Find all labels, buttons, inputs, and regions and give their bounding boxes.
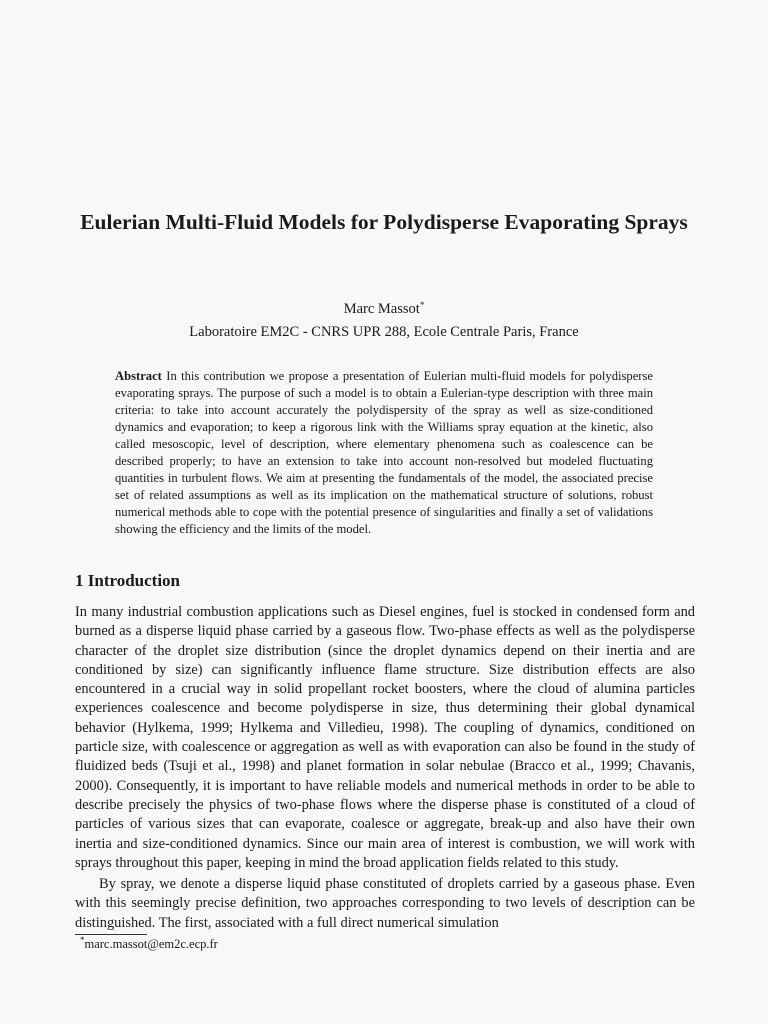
abstract-label: Abstract xyxy=(115,369,162,383)
body-paragraph-1: In many industrial combustion applications such as Diesel engines, fuel is stocked in condensed form and burned as a disperse liquid phase carried by a gaseous flow. Two-phase effects as well as the polydisperse character of the droplet size distribution (since the droplet dynamics depend on their inertia and are conditioned by size) can significantly influence flame structure. Size distribution effects are also encountered in a crucial way in solid propellant rocket boosters, where the cloud of alumina particles experiences coalescence and become polydisperse in size, thus determining their global dynamical behavior (Hylkema, 1999; Hylkema and Villedieu, 1998). The coupling of dynamics, conditioned on particle size, with coalescence or aggregation as well as with evaporation can also be found in the study of fluidized beds (Tsuji et al., 1998) and planet formation in solar nebulae (Bracco et al., 1999; Chavanis, 2000). Consequently, it is important to have reliable models and numerical methods in order to be able to describe precisely the physics of two-phase flows where the disperse phase is constituted of a cloud of particles of various sizes that can evaporate, coalesce or aggregate, break-up and also have their own inertia and size-conditioned dynamics. Since our main area of interest is combustion, we will work with sprays throughout this paper, keeping in mind the broad application fields related to this study. xyxy=(75,604,695,871)
affiliation: Laboratoire EM2C - CNRS UPR 288, Ecole Centrale Paris, France xyxy=(189,324,579,340)
section-heading-introduction: 1 Introduction xyxy=(75,571,181,590)
footnote xyxy=(80,937,218,952)
paper-title: Eulerian Multi-Fluid Models for Polydisperse Evaporating Sprays xyxy=(80,210,688,234)
footnote-mark: * xyxy=(80,935,85,945)
abstract xyxy=(115,368,653,538)
footnote-email[interactable]: marc.massot@em2c.ecp.fr xyxy=(84,937,218,951)
author-footnote-mark: * xyxy=(419,300,425,310)
footnote-divider xyxy=(75,934,147,935)
abstract-text: In this contribution we propose a presentation of Eulerian multi-fluid models for polydisperse evaporating sprays. The purpose of such a model is to obtain a Eulerian-type description with three main criteria: to take into account accurately the polydispersity of the spray as well as size-conditioned dynamics and evaporation; to keep a rigorous link with the Williams spray equation at the kinetic, also called mesoscopic, level of description, where elementary phenomena such as coalescence can be described properly; to have an extension to take into account non-resolved but modeled fluctuating quantities in turbulent flows. We aim at presenting the fundamentals of the model, the associated precise set of related assumptions as well as its implication on the mathematical structure of solutions, robust numerical methods able to cope with the potential presence of singularities and finally a set of validations showing the efficiency and the limits of the model. xyxy=(115,369,653,536)
author-line xyxy=(0,301,768,318)
body-paragraph-2: By spray, we denote a disperse liquid phase constituted of droplets carried by a gaseous phase. Even with this seemingly precise definition, two approaches corresponding to two levels of description can be distinguished. The first, associated with a full direct numerical simulation xyxy=(75,876,695,931)
author-name: Marc Massot xyxy=(343,301,420,317)
